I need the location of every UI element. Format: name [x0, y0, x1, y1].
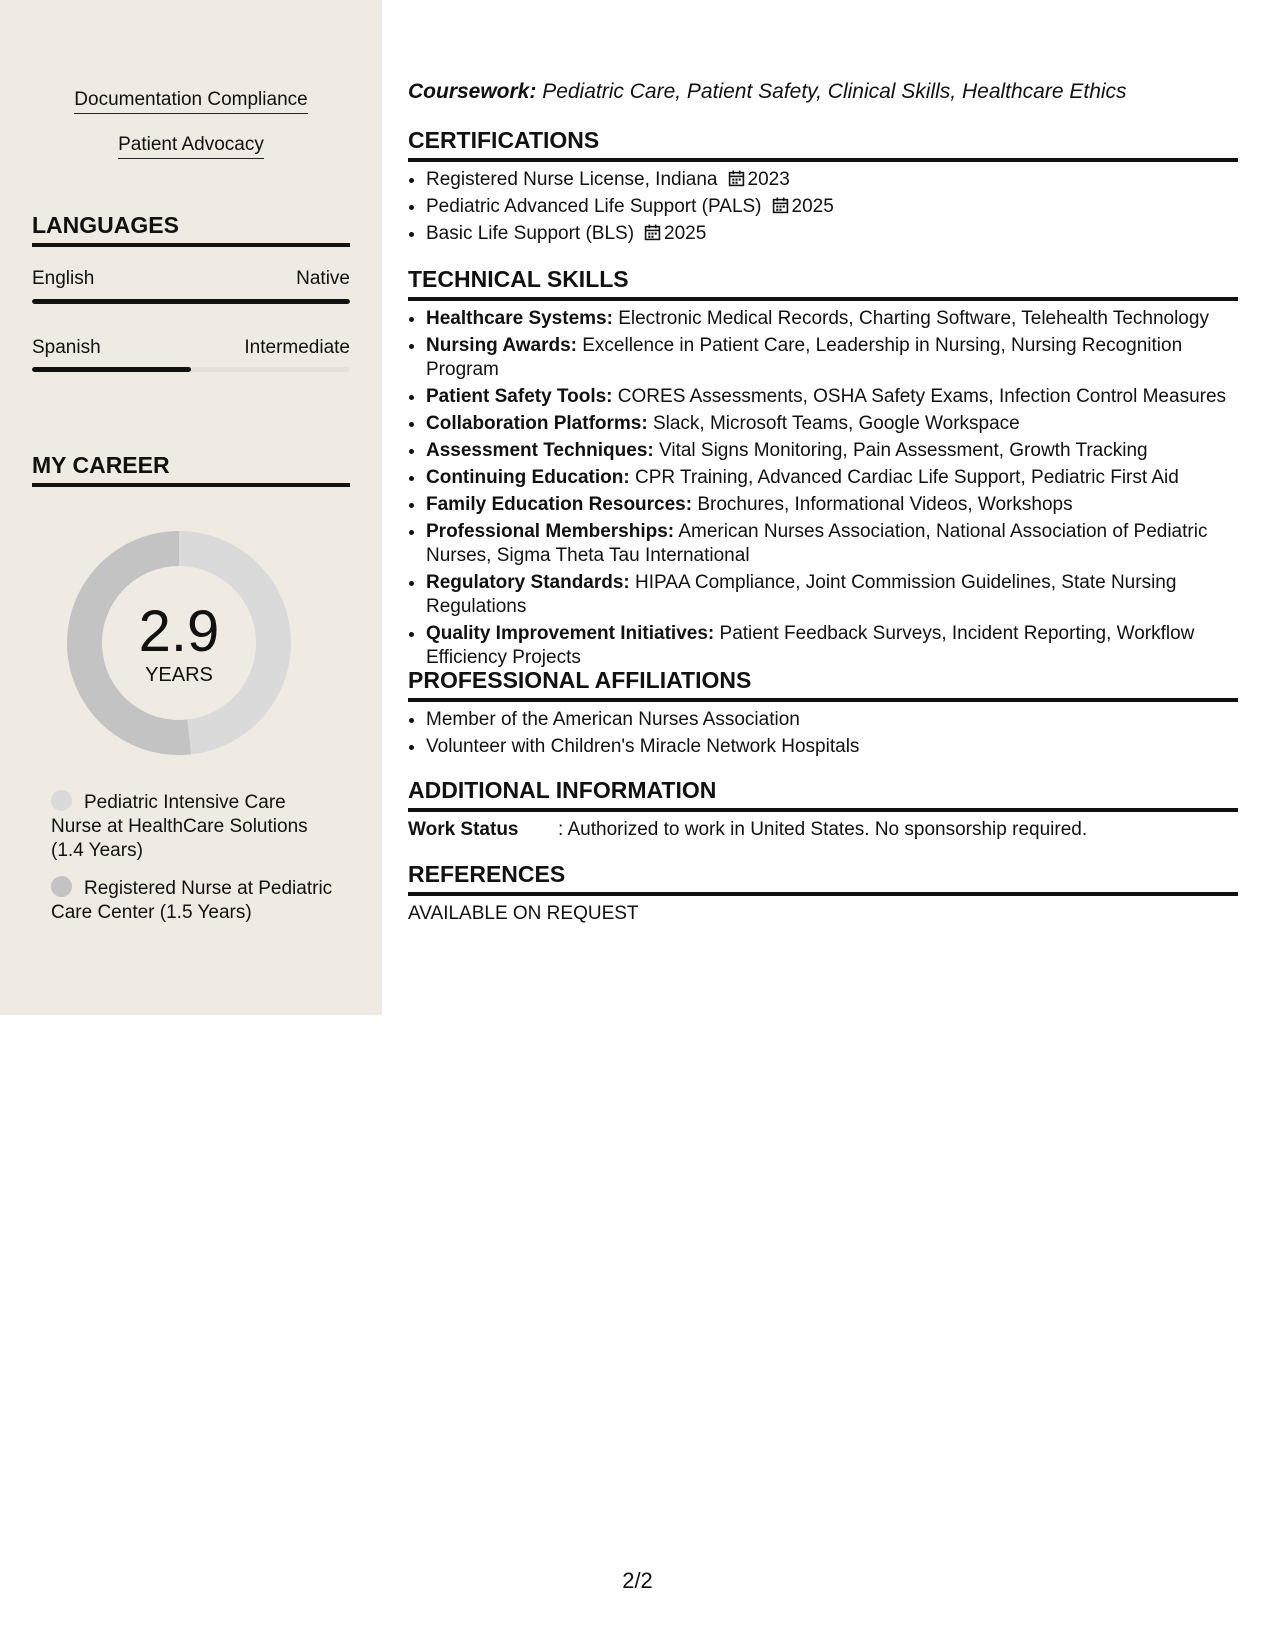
language-proficiency-bar: [32, 299, 350, 304]
work-status-value: : Authorized to work in United States. No sponsorship required.: [558, 819, 1088, 840]
skill-tag: Documentation Compliance: [0, 88, 382, 114]
language-proficiency-fill: [32, 299, 350, 304]
coursework-label: Coursework:: [408, 80, 537, 103]
technical-skill-item: • Collaboration Platforms: Slack, Microsoft Teams, Google Workspace: [426, 412, 1238, 436]
technical-skills-list: [408, 307, 1238, 673]
coursework-text: Pediatric Care, Patient Safety, Clinical Skills, Healthcare Ethics: [536, 80, 1127, 103]
certification-item: • Basic Life Support (BLS) 2025: [426, 222, 1238, 246]
career-legend-label: Pediatric Intensive Care Nurse at HealthCare Solutions (1.4 Years): [51, 792, 308, 861]
career-total-years: 2.9: [138, 599, 220, 664]
legend-dot-icon: [51, 876, 72, 897]
language-row: [32, 336, 350, 360]
calendar-icon: [728, 170, 745, 187]
work-status-row: [408, 818, 1238, 842]
certifications-heading: CERTIFICATIONS: [408, 126, 1238, 162]
affiliations-heading: PROFESSIONAL AFFILIATIONS: [408, 666, 1238, 702]
technical-skill-item: • Professional Memberships: American Nurses Association, National Association of Pediatric Nurses, Sigma Theta Tau International: [426, 520, 1238, 568]
skill-tag: Patient Advocacy: [0, 133, 382, 159]
technical-skills-heading: TECHNICAL SKILLS: [408, 265, 1238, 301]
affiliation-item: • Volunteer with Children's Miracle Network Hospitals: [426, 735, 1238, 759]
languages-heading: LANGUAGES: [32, 211, 350, 247]
additional-info-heading: ADDITIONAL INFORMATION: [408, 776, 1238, 812]
certification-item: • Pediatric Advanced Life Support (PALS) 2025: [426, 195, 1238, 219]
technical-skill-item: • Quality Improvement Initiatives: Patient Feedback Surveys, Incident Reporting, Workflow Efficiency Projects: [426, 622, 1238, 670]
calendar-icon: [644, 224, 661, 241]
technical-skill-item: • Continuing Education: CPR Training, Advanced Cardiac Life Support, Pediatric First Aid: [426, 466, 1238, 490]
page-number: 2/2: [622, 1568, 653, 1593]
career-heading: MY CAREER: [32, 451, 350, 487]
career-total-unit: YEARS: [145, 664, 213, 686]
technical-skill-item: • Patient Safety Tools: CORES Assessments, OSHA Safety Exams, Infection Control Measures: [426, 385, 1238, 409]
language-row: [32, 267, 350, 291]
affiliations-list: [408, 708, 1238, 762]
language-name: Spanish: [32, 337, 101, 358]
career-legend-item: [51, 876, 341, 925]
language-proficiency-fill: [32, 367, 191, 372]
certifications-list: [408, 168, 1238, 249]
technical-skill-item: • Family Education Resources: Brochures, Informational Videos, Workshops: [426, 493, 1238, 517]
legend-dot-icon: [51, 790, 72, 811]
language-level: Intermediate: [244, 337, 350, 358]
technical-skill-item: • Regulatory Standards: HIPAA Compliance, Joint Commission Guidelines, State Nursing Regulations: [426, 571, 1238, 619]
technical-skill-item: • Nursing Awards: Excellence in Patient Care, Leadership in Nursing, Nursing Recognition Program: [426, 334, 1238, 382]
language-proficiency-bar: [32, 367, 350, 372]
technical-skill-item: • Assessment Techniques: Vital Signs Monitoring, Pain Assessment, Growth Tracking: [426, 439, 1238, 463]
career-legend-item: [51, 790, 341, 863]
technical-skill-item: • Healthcare Systems: Electronic Medical Records, Charting Software, Telehealth Technology: [426, 307, 1238, 331]
calendar-icon: [772, 197, 789, 214]
language-name: English: [32, 268, 95, 289]
career-legend-label: Registered Nurse at Pediatric Care Center (1.5 Years): [51, 878, 333, 923]
coursework-line: [408, 79, 1238, 105]
affiliation-item: • Member of the American Nurses Association: [426, 708, 1238, 732]
work-status-label: Work Status: [408, 819, 519, 840]
language-level: Native: [296, 268, 350, 289]
references-text: AVAILABLE ON REQUEST: [408, 903, 639, 924]
certification-item: • Registered Nurse License, Indiana 2023: [426, 168, 1238, 192]
references-heading: REFERENCES: [408, 860, 1238, 896]
